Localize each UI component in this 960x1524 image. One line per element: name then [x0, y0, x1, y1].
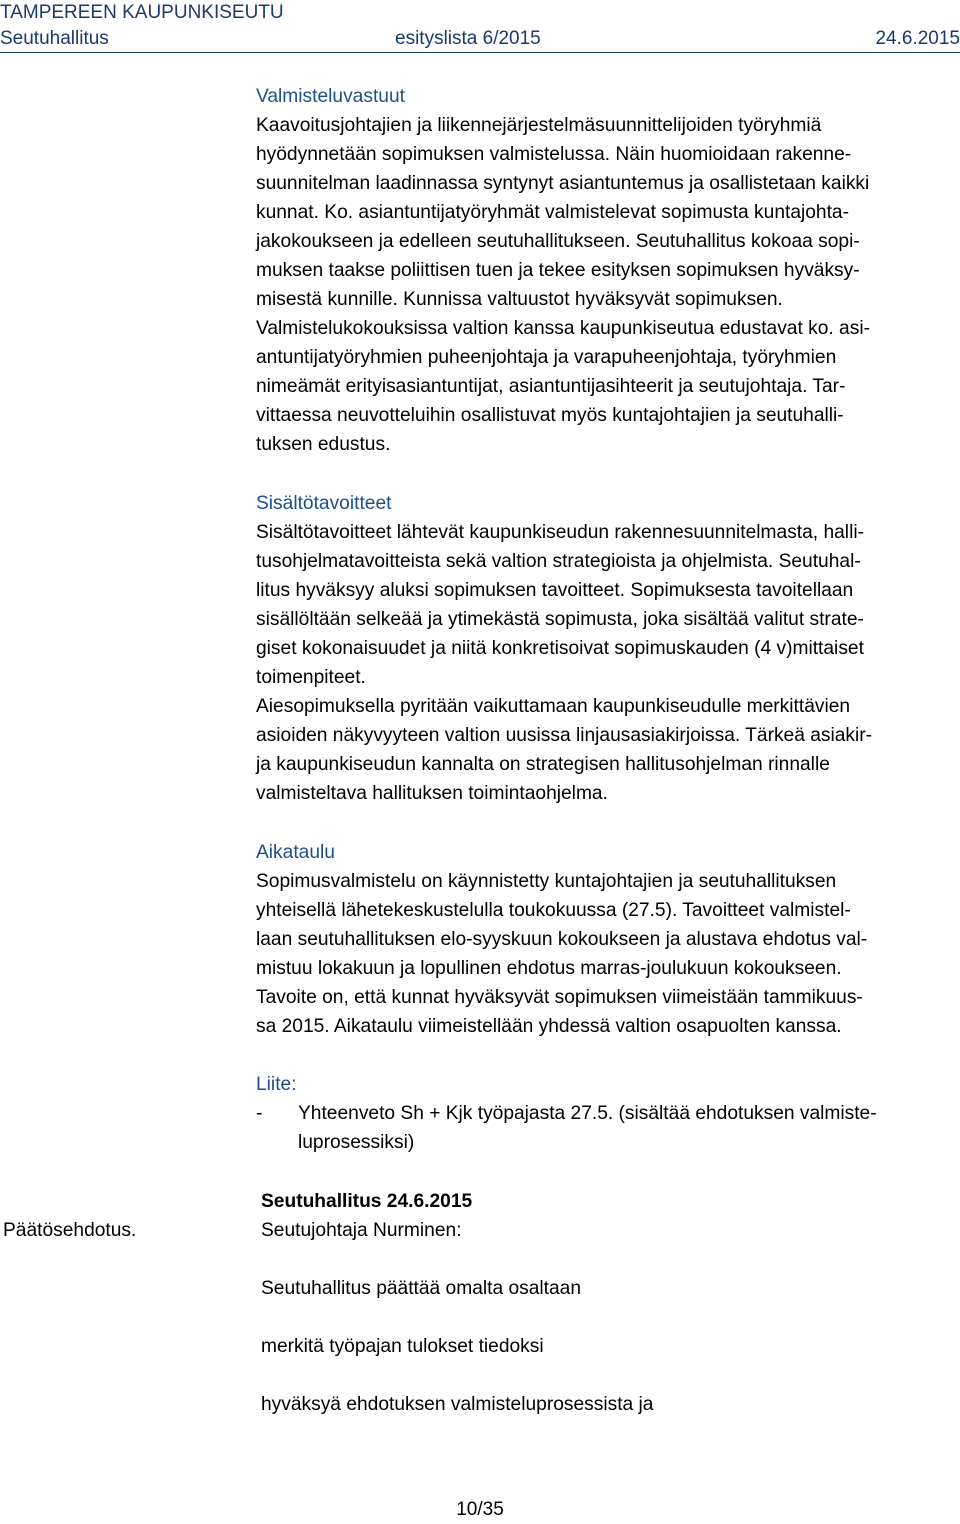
text-line: ja kaupunkiseudun kannalta on strategisen hallitusohjelman rinnalle	[256, 754, 830, 775]
text-line: vittaessa neuvotteluihin osallistuvat myös kuntajohtajien ja seutuhalli-	[256, 405, 844, 426]
section-aikataulu	[256, 838, 956, 1041]
text-line: antuntijatyöryhmien puheenjohtaja ja varapuheenjohtaja, työryhmien	[256, 347, 837, 368]
text-line: luprosessiksi)	[298, 1132, 415, 1153]
decision-proposer: Seutujohtaja Nurminen:	[261, 1220, 462, 1241]
header-rule	[0, 52, 960, 53]
text-line: asioiden näkyvyyteen valtion uusissa linjausasiakirjoissa. Tärkeä asiakir-	[256, 725, 873, 746]
section-sisaltotavoitteet	[256, 489, 956, 808]
decision-item: Seutuhallitus päättää omalta osaltaan	[261, 1278, 582, 1299]
text-line: misestä kunnille. Kunnissa valtuustot hyväksyvät sopimuksen.	[256, 289, 783, 310]
text-line: Tavoite on, että kunnat hyväksyvät sopimuksen viimeistään tammikuus-	[256, 987, 863, 1008]
text-line: laan seutuhallituksen elo-syyskuun kokoukseen ja alustava ehdotus val-	[256, 929, 868, 950]
text-line: mistuu lokakuun ja lopullinen ehdotus marras-joulukuun kokoukseen.	[256, 958, 842, 979]
text-line: valmisteltava hallituksen toimintaohjelma.	[256, 783, 608, 804]
text-line: muksen taakse poliittisen tuen ja tekee esityksen sopimuksen hyväksy-	[256, 260, 860, 281]
text-line: jakokoukseen ja edelleen seutuhallitukseen. Seutuhallitus kokoaa sopi-	[256, 231, 860, 252]
text-line: nimeämät erityisasiantuntijat, asiantuntijasihteerit ja seutujohtaja. Tar-	[256, 376, 846, 397]
header-body: Seutuhallitus	[0, 28, 109, 49]
text-line: giset kokonaisuudet ja niitä konkretisoivat sopimuskauden (4 v)mittaiset	[256, 638, 864, 659]
text-line: toimenpiteet.	[256, 667, 366, 688]
text-line: Sopimusvalmistelu on käynnistetty kuntajohtajien ja seutuhallituksen	[256, 871, 837, 892]
decision-label: Päätösehdotus.	[3, 1220, 137, 1241]
text-line: Valmistelukokouksissa valtion kanssa kaupunkiseutua edustavat ko. asi-	[256, 318, 870, 339]
header-date: 24.6.2015	[875, 28, 960, 49]
text-line: litus hyväksyy aluksi sopimuksen tavoitteet. Sopimuksesta tavoitellaan	[256, 580, 854, 601]
text-line: sa 2015. Aikataulu viimeistellään yhdessä valtion osapuolten kanssa.	[256, 1016, 842, 1037]
text-line: suunnitelman laadinnassa syntynyt asiantuntemus ja osallistetaan kaikki	[256, 173, 870, 194]
text-line: tuksen edustus.	[256, 434, 391, 455]
decision-item: merkitä työpajan tulokset tiedoksi	[261, 1336, 544, 1357]
text-line: Aiesopimuksella pyritään vaikuttamaan kaupunkiseudulle merkittävien	[256, 696, 851, 717]
text-line: tusohjelmatavoitteista sekä valtion strategioista ja ohjelmista. Seutuhal-	[256, 551, 861, 572]
attachment-item	[256, 1099, 956, 1157]
header-org: TAMPEREEN KAUPUNKISEUTU	[0, 2, 284, 23]
text-line: kunnat. Ko. asiantuntijatyöryhmät valmistelevat sopimusta kuntajohta-	[256, 202, 849, 223]
text-line: Kaavoitusjohtajien ja liikennejärjestelmäsuunnittelijoiden työryhmiä	[256, 115, 822, 136]
decision-meeting: Seutuhallitus 24.6.2015	[261, 1191, 473, 1212]
text-line: yhteisellä lähetekeskustelulla toukokuussa (27.5). Tavoitteet valmistel-	[256, 900, 851, 921]
text-line: Sisältötavoitteet lähtevät kaupunkiseudun rakennesuunnitelmasta, halli-	[256, 522, 864, 543]
decision-item: hyväksyä ehdotuksen valmisteluprosessista ja	[261, 1394, 654, 1415]
section-title: Aikataulu	[256, 842, 335, 863]
section-valmisteluvastuut	[256, 82, 956, 459]
section-title: Sisältötavoitteet	[256, 493, 392, 514]
decision-block	[261, 1187, 956, 1419]
bullet-dash: -	[256, 1103, 263, 1124]
text-line: sisällöltään selkeää ja ytimekästä sopimusta, joka sisältää valitut strate-	[256, 609, 864, 630]
page-number: 10/35	[456, 1499, 504, 1520]
section-title: Liite:	[256, 1074, 297, 1095]
text-line: hyödynnetään sopimuksen valmistelussa. Näin huomioidaan rakenne-	[256, 144, 852, 165]
text-line: Yhteenveto Sh + Kjk työpajasta 27.5. (sisältää ehdotuksen valmiste-	[298, 1103, 877, 1124]
section-title: Valmisteluvastuut	[256, 86, 405, 107]
page-header	[0, 0, 960, 53]
section-liite	[256, 1070, 956, 1157]
header-doc: esityslista 6/2015	[395, 28, 541, 49]
